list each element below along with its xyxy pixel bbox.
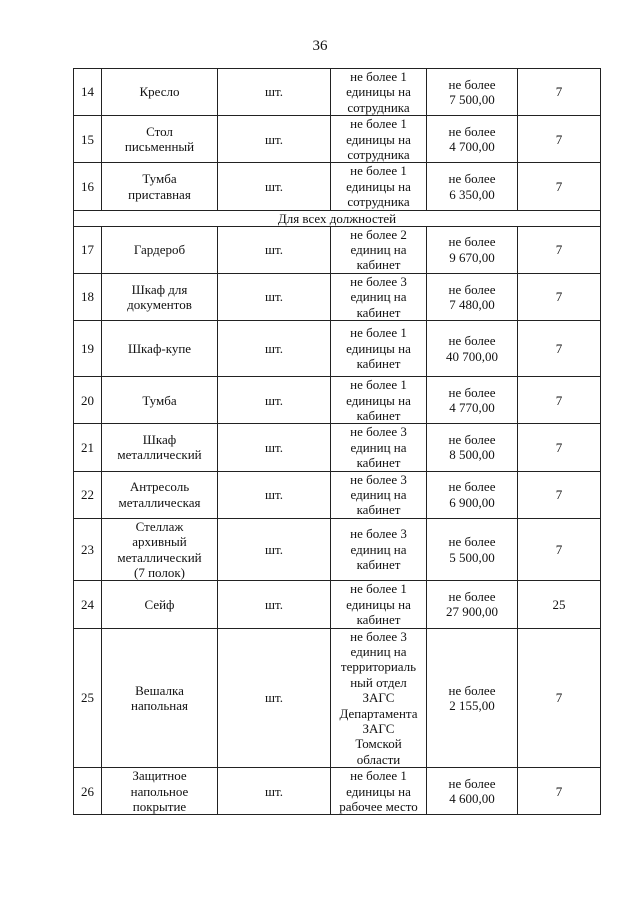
item-name: Антресоль металлическая [102,471,218,518]
quantity-norm: не более 3 единиц на кабинет [331,518,427,581]
service-life-years: 7 [518,69,601,116]
quantity-norm: не более 2 единиц на кабинет [331,226,427,273]
table-row [74,424,601,471]
unit-of-measure: шт. [218,581,331,628]
table-row [74,163,601,210]
price-limit: не более 40 700,00 [427,321,518,377]
row-number: 26 [74,768,102,815]
quantity-norm: не более 3 единиц на кабинет [331,471,427,518]
item-name: Шкаф для документов [102,273,218,320]
price-limit: не более 7 500,00 [427,69,518,116]
service-life-years: 7 [518,226,601,273]
row-number: 21 [74,424,102,471]
item-name: Кресло [102,69,218,116]
service-life-years: 7 [518,273,601,320]
service-life-years: 25 [518,581,601,628]
item-name: Защитное напольное покрытие [102,768,218,815]
quantity-norm: не более 1 единицы на сотрудника [331,163,427,210]
service-life-years: 7 [518,321,601,377]
row-number: 14 [74,69,102,116]
price-limit: не более 4 700,00 [427,116,518,163]
item-name: Шкаф-купе [102,321,218,377]
service-life-years: 7 [518,163,601,210]
furniture-norms-table [73,68,601,815]
quantity-norm: не более 3 единиц на кабинет [331,424,427,471]
service-life-years: 7 [518,628,601,768]
unit-of-measure: шт. [218,518,331,581]
service-life-years: 7 [518,424,601,471]
unit-of-measure: шт. [218,321,331,377]
item-name: Тумба приставная [102,163,218,210]
service-life-years: 7 [518,768,601,815]
row-number: 25 [74,628,102,768]
unit-of-measure: шт. [218,424,331,471]
row-number: 23 [74,518,102,581]
price-limit: не более 6 350,00 [427,163,518,210]
quantity-norm: не более 1 единицы на сотрудника [331,116,427,163]
row-number: 19 [74,321,102,377]
service-life-years: 7 [518,518,601,581]
quantity-norm: не более 3 единиц на территориаль ный отдел ЗАГС Департамента ЗАГС Томской области [331,628,427,768]
item-name: Вешалка напольная [102,628,218,768]
quantity-norm: не более 1 единицы на кабинет [331,581,427,628]
table-row [74,273,601,320]
service-life-years: 7 [518,471,601,518]
service-life-years: 7 [518,116,601,163]
row-number: 22 [74,471,102,518]
price-limit: не более 6 900,00 [427,471,518,518]
table-row [74,518,601,581]
row-number: 17 [74,226,102,273]
unit-of-measure: шт. [218,768,331,815]
row-number: 18 [74,273,102,320]
unit-of-measure: шт. [218,471,331,518]
table-row [74,69,601,116]
price-limit: не более 4 770,00 [427,377,518,424]
quantity-norm: не более 1 единицы на кабинет [331,377,427,424]
row-number: 16 [74,163,102,210]
row-number: 24 [74,581,102,628]
unit-of-measure: шт. [218,163,331,210]
service-life-years: 7 [518,377,601,424]
unit-of-measure: шт. [218,69,331,116]
item-name: Сейф [102,581,218,628]
price-limit: не более 7 480,00 [427,273,518,320]
table-row [74,116,601,163]
table-row [74,581,601,628]
price-limit: не более 8 500,00 [427,424,518,471]
item-name: Стол письменный [102,116,218,163]
unit-of-measure: шт. [218,628,331,768]
quantity-norm: не более 1 единицы на сотрудника [331,69,427,116]
section-label: Для всех должностей [74,210,601,226]
item-name: Стеллаж архивный металлический (7 полок) [102,518,218,581]
table-row [74,768,601,815]
unit-of-measure: шт. [218,116,331,163]
unit-of-measure: шт. [218,273,331,320]
item-name: Гардероб [102,226,218,273]
quantity-norm: не более 3 единиц на кабинет [331,273,427,320]
table-row [74,226,601,273]
quantity-norm: не более 1 единицы на рабочее место [331,768,427,815]
price-limit: не более 9 670,00 [427,226,518,273]
row-number: 20 [74,377,102,424]
table-row [74,628,601,768]
table-row [74,471,601,518]
row-number: 15 [74,116,102,163]
table-row [74,321,601,377]
unit-of-measure: шт. [218,377,331,424]
item-name: Тумба [102,377,218,424]
unit-of-measure: шт. [218,226,331,273]
price-limit: не более 5 500,00 [427,518,518,581]
price-limit: не более 2 155,00 [427,628,518,768]
table-row [74,377,601,424]
quantity-norm: не более 1 единицы на кабинет [331,321,427,377]
price-limit: не более 27 900,00 [427,581,518,628]
price-limit: не более 4 600,00 [427,768,518,815]
section-header-row [74,210,601,226]
item-name: Шкаф металлический [102,424,218,471]
page-number: 36 [312,38,328,54]
